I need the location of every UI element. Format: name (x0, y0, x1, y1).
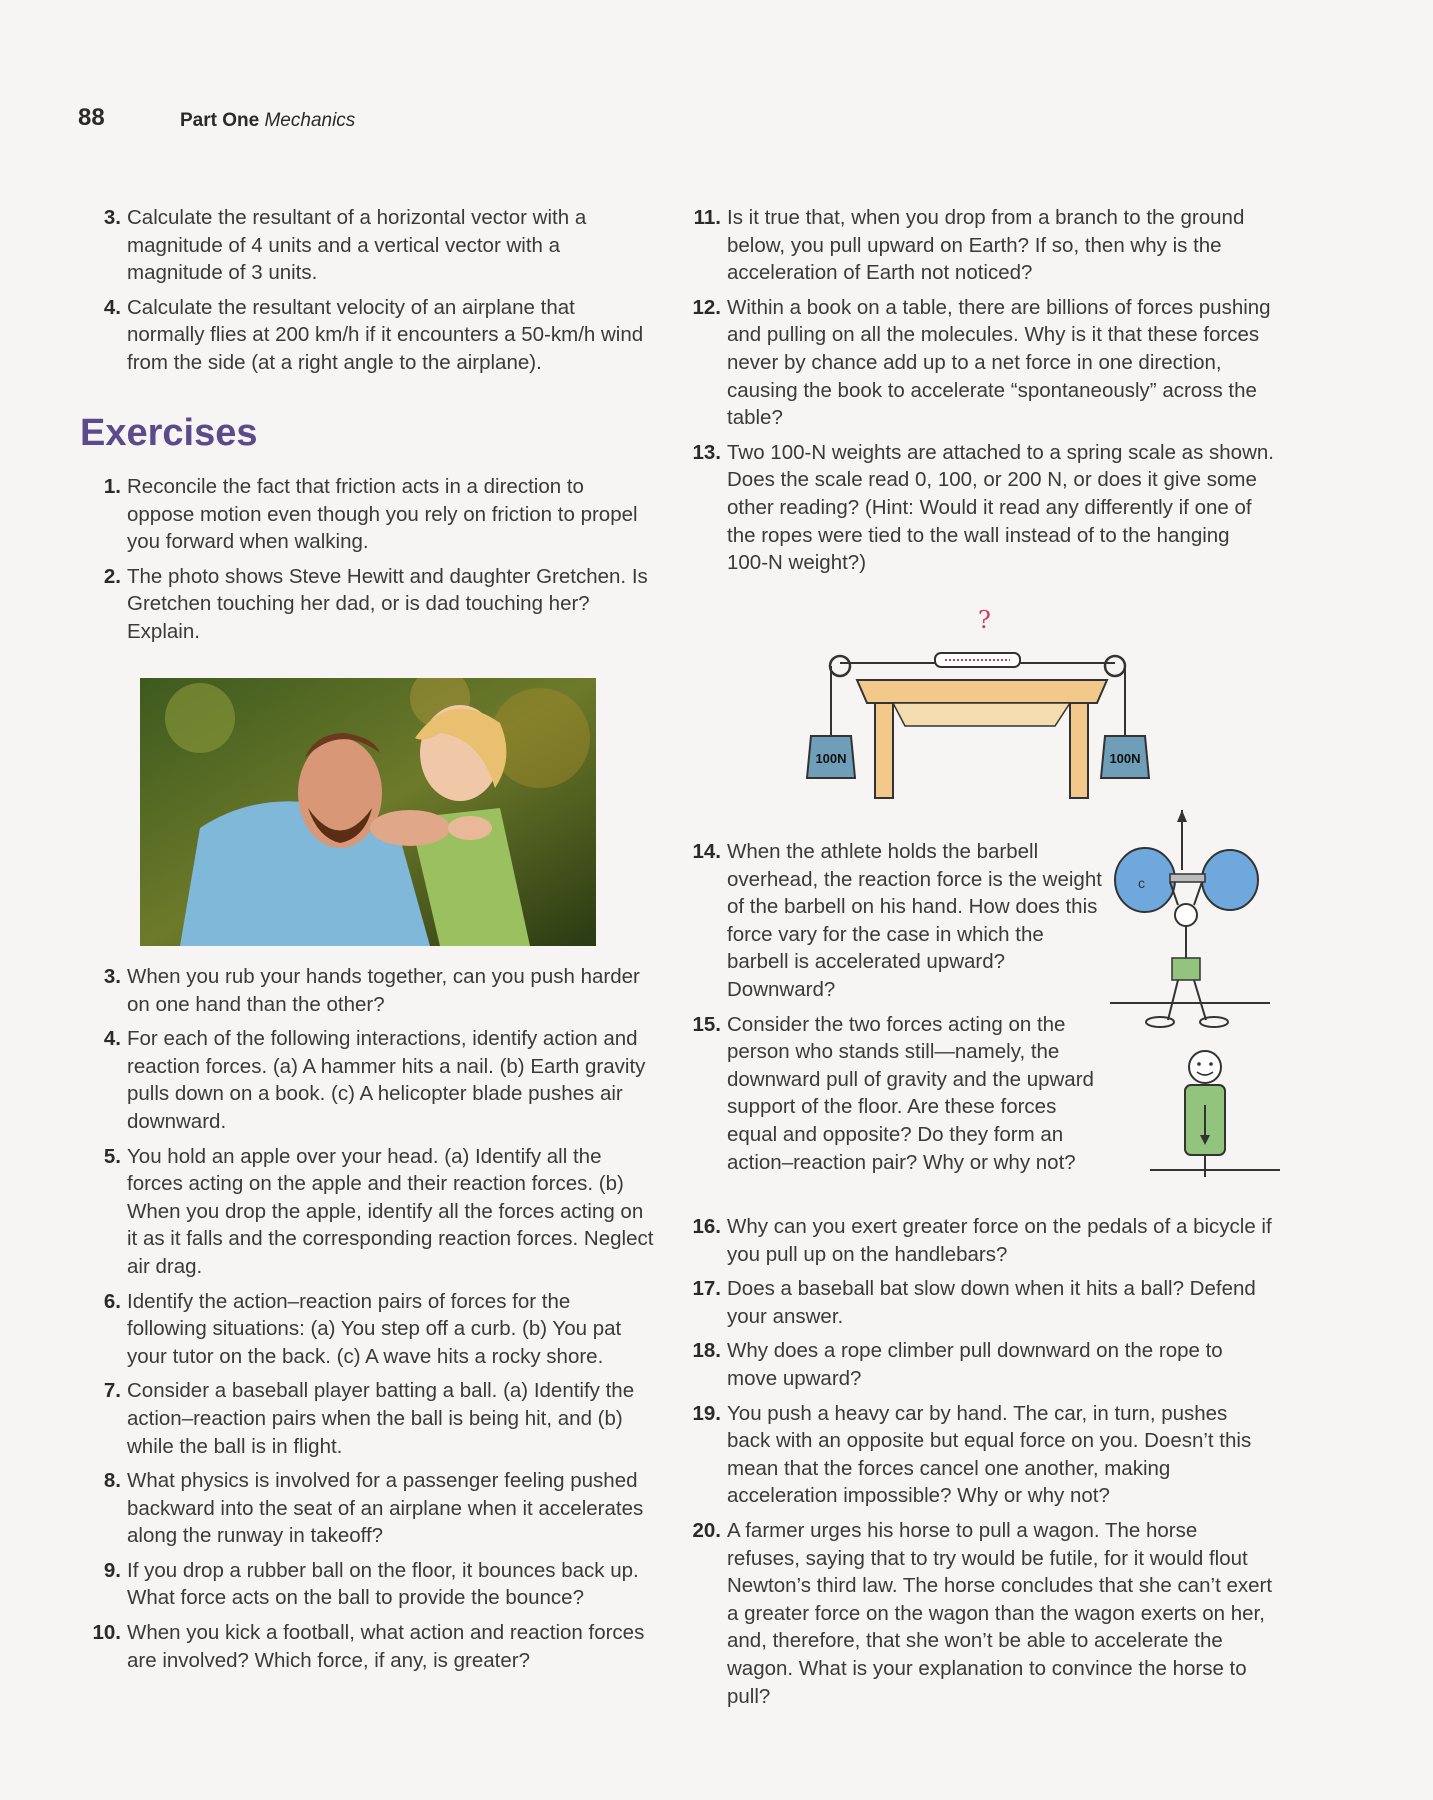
exercise-item (685, 294, 1275, 432)
exercises-list-left-top (85, 473, 655, 653)
right-pulley-icon (1105, 656, 1125, 676)
exercise-text: Reconcile the fact that friction acts in a direction to oppose motion even though you rely on friction to propel you forward when walking. (127, 475, 638, 554)
exercise-text: Consider a baseball player batting a ball. (a) Identify the action–reaction pairs when the ball is being hit, and (b) while the ball is in flight. (127, 1379, 635, 1458)
exercise-item (685, 1213, 1275, 1268)
question-mark-icon: ? (978, 608, 991, 634)
exercise-number: 7. (103, 1379, 121, 1403)
spring-scale-illustration (795, 608, 1155, 808)
exercise-item (85, 473, 655, 556)
spring-scale-figure (795, 608, 1155, 808)
exercise-item (85, 1288, 655, 1371)
exercise-number: 9. (103, 1558, 121, 1582)
exercise-number: 6. (103, 1289, 121, 1313)
exercise-item (685, 1275, 1275, 1330)
running-head (180, 110, 355, 132)
exercise-text: Consider the two forces acting on the person who stands still—namely, the downward pull of gravity and the upward support of the floor. Are these forces equal and opposite? Do they form an action–reaction pair? Why or why not? (727, 1012, 1094, 1174)
exercise-number: 14. (692, 840, 721, 863)
svg-text:c: c (1138, 875, 1145, 891)
exercise-text: What physics is involved for a passenger feeling pushed backward into the seat of an airplane when it accelerates along the runway in takeoff? (127, 1469, 644, 1548)
exercise-number: 12. (692, 295, 721, 319)
exercise-item (85, 1377, 655, 1460)
exercise-text: When you rub your hands together, can you push harder on one hand than the other? (127, 965, 640, 1016)
part-label: Part One (180, 110, 260, 131)
exercise-item (85, 1143, 655, 1281)
exercise-text: Why can you exert greater force on the pedals of a bicycle if you pull up on the handlebars? (727, 1215, 1272, 1266)
weightlifter-illustration (1110, 810, 1270, 1040)
exercise-item (85, 963, 655, 1018)
right-weight-label: 100N (1109, 751, 1141, 766)
exercise-number: 19. (692, 1401, 721, 1425)
exercise-item (85, 1557, 655, 1612)
page-number: 88 (78, 104, 105, 131)
exercises-list-right-bottom (685, 1213, 1275, 1717)
exercise-number: 17. (692, 1277, 721, 1301)
left-weight-label: 100N (815, 751, 847, 766)
exercise-number: 8. (103, 1469, 121, 1493)
exercise-text: Why does a rope climber pull downward on the rope to move upward? (727, 1339, 1223, 1390)
exercise-text: Within a book on a table, there are billions of forces pushing and pulling on all the molecules. Why is it that these forces never by chance add up to a net force in one direction, causing the book to accelerate “spontaneously” across the table? (727, 295, 1271, 430)
exercise-number: 16. (692, 1215, 721, 1238)
exercise-item (685, 1337, 1275, 1392)
exercise-text: Identify the action–reaction pairs of forces for the following situations: (a) You step off a curb. (b) You pat your tutor on the back. (c) A wave hits a rocky shore. (127, 1289, 622, 1368)
weightlifter-figure (1110, 810, 1270, 1040)
exercise-number: 5. (103, 1144, 121, 1168)
exercise-number: 20. (692, 1518, 721, 1542)
exercise-number: 15. (692, 1012, 721, 1036)
exercise-number: 1. (103, 475, 121, 498)
left-pulley-icon (830, 656, 850, 676)
exercises-heading: Exercises (80, 412, 258, 454)
smiley-face-icon (1189, 1051, 1221, 1083)
exercise-text: A farmer urges his horse to pull a wagon. The horse refuses, saying that to try would be futile, for it would flout Newton’s third law. The horse concludes that she can’t exert a greater force on the wagon than the wagon exerts on her, and, therefore, that she won’t be able to accelerate the wagon. What is your explanation to convince the horse to pull? (727, 1518, 1273, 1708)
exercise-number: 3. (103, 965, 121, 988)
exercise-text: Is it true that, when you drop from a branch to the ground below, you pull upward on Earth? If so, then why is the acceleration of Earth not noticed? (727, 206, 1245, 285)
exercise-number: 18. (692, 1339, 721, 1363)
exercise-text: If you drop a rubber ball on the floor, it bounces back up. What force acts on the ball to provide the bounce? (127, 1558, 639, 1610)
exercise-item (685, 838, 1105, 1004)
standing-person-figure (1145, 1045, 1285, 1180)
exercise-text: When the athlete holds the barbell overhead, the reaction force is the weight of the barbell on his hand. How does this force vary for the case in which the barbell is accelerated upward? Downward? (727, 840, 1102, 1001)
problem-text: Calculate the resultant velocity of an airplane that normally flies at 200 km/h if it encounters a 50-km/h wind from the side (at a right angle to the airplane). (127, 295, 644, 374)
exercises-list-right-top (685, 204, 1275, 584)
problem-number: 4. (103, 295, 121, 319)
exercise-item (85, 1467, 655, 1550)
exercise-item (85, 1619, 655, 1674)
exercise-item (685, 439, 1275, 577)
exercise-number: 10. (92, 1621, 121, 1645)
exercise-text: The photo shows Steve Hewitt and daughter Gretchen. Is Gretchen touching her dad, or is dad touching her? Explain. (127, 564, 648, 643)
father-daughter-photo (140, 678, 596, 946)
exercise-item (85, 1025, 655, 1135)
exercise-text: When you kick a football, what action and reaction forces are involved? Which force, if any, is greater? (127, 1621, 645, 1672)
exercise-text: You push a heavy car by hand. The car, in turn, pushes back with an opposite but equal force on you. Doesn’t this mean that the forces cancel one another, making acceleration impossible? Why or why not? (727, 1401, 1252, 1508)
section-label: Mechanics (264, 110, 356, 131)
problem-number: 3. (103, 206, 121, 229)
exercise-text: You hold an apple over your head. (a) Identify all the forces acting on the apple and their reaction forces. (b) When you drop the apple, identify all the forces acting on it as it falls and the corresponding reaction forces. Neglect air drag. (127, 1144, 654, 1278)
exercise-item (85, 563, 655, 646)
problem-text: Calculate the resultant of a horizontal vector with a magnitude of 4 units and a vertical vector with a magnitude of 3 units. (127, 206, 587, 285)
exercise-item (685, 1011, 1105, 1177)
exercise-number: 11. (693, 206, 721, 229)
exercise-text: Two 100-N weights are attached to a spring scale as shown. Does the scale read 0, 100, or 200 N, or does it give some other reading? (Hint: Would it read any differently if one of the ropes were tied to the wall instead of to the hanging 100-N weight?) (727, 440, 1274, 575)
exercise-item (685, 204, 1275, 287)
exercises-list-right-figs (685, 838, 1105, 1183)
exercise-item (685, 1517, 1275, 1710)
exercise-text: For each of the following interactions, identify action and reaction forces. (a) A hammer hits a nail. (b) Earth gravity pulls down on a book. (c) A helicopter blade pushes air downward. (127, 1027, 646, 1133)
problem-item (85, 204, 655, 287)
standing-person-illustration (1145, 1045, 1285, 1180)
exercise-number: 13. (692, 440, 721, 464)
exercise-item (685, 1400, 1275, 1510)
table-top-icon (857, 680, 1107, 703)
exercise-text: Does a baseball bat slow down when it hits a ball? Defend your answer. (727, 1277, 1256, 1328)
photo-illustration (140, 678, 596, 946)
problems-list (85, 204, 655, 384)
exercise-number: 4. (103, 1027, 121, 1051)
problem-item (85, 294, 655, 377)
exercise-number: 2. (103, 564, 121, 588)
exercises-list-left-bottom (85, 963, 655, 1681)
